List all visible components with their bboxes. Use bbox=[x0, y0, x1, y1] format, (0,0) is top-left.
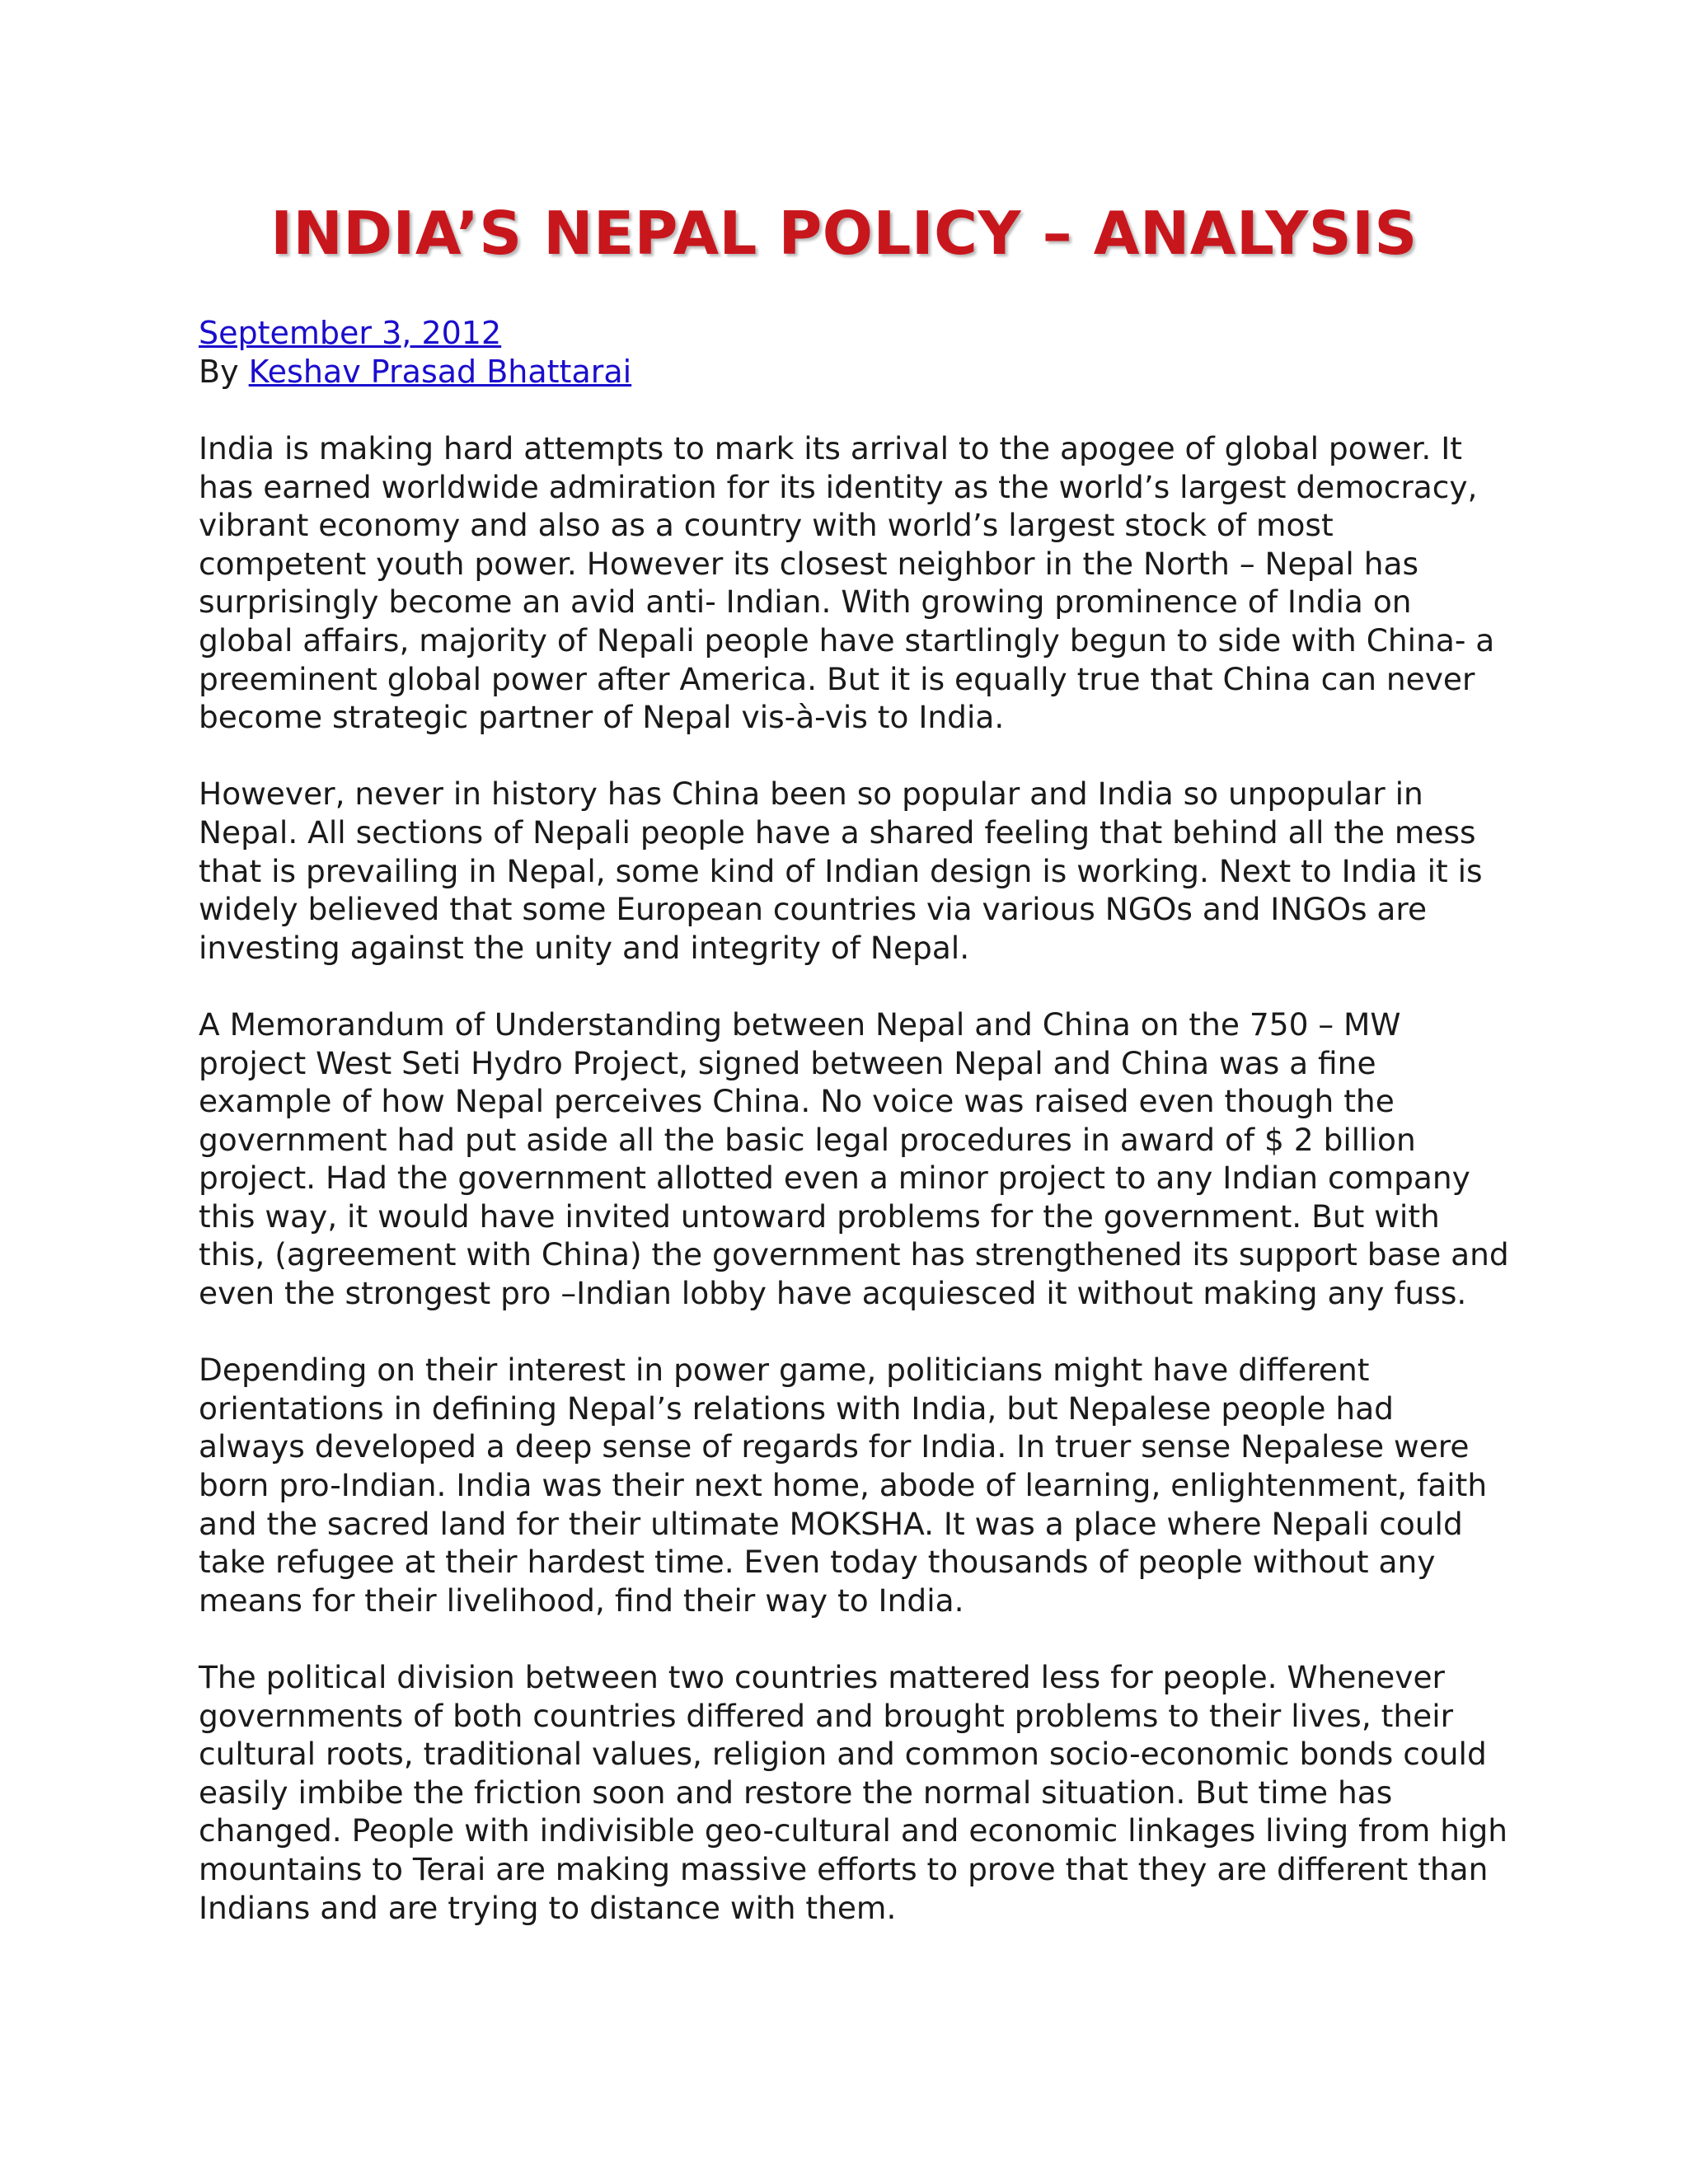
paragraph-3: A Memorandum of Understanding between Nepal and China on the 750 – MW project West Seti Hydro Project, signed between Nepal and China was a fine example of how Nepal perceives China. No voice was raised even though the government had put aside all the basic legal procedures in award of $ 2 billion project. Had the government allotted even a minor project to any Indian company this way, it would have invited untoward problems for the government. But with this, (agreement with China) the government has strengthened its support base and even the strongest pro –Indian lobby have acquiesced it without making any fuss. bbox=[199, 1005, 1509, 1312]
paragraph-4: Depending on their interest in power game, politicians might have different orientations in defining Nepal’s relations with India, but Nepalese people had always developed a deep sense of regards for India. In truer sense Nepalese were born pro-Indian. India was their next home, abode of learning, enlightenment, faith and the sacred land for their ultimate MOKSHA. It was a place where Nepali could take refugee at their hardest time. Even today thousands of people without any means for their livelihood, find their way to India. bbox=[199, 1352, 1488, 1619]
author-link[interactable]: Keshav Prasad Bhattarai bbox=[248, 354, 632, 390]
paragraph-1: India is making hard attempts to mark its arrival to the apogee of global power. It has earned worldwide admiration for its identity as the world’s largest democracy, vibrant economy and also as a country with world’s largest stock of most competent youth power. However its closest neighbor in the North – Nepal has surprisingly become an avid anti- Indian. With growing prominence of India on global affairs, majority of Nepali people have startlingly begun to side with China- a preeminent global power after America. But it is equally true that China can never become strategic partner of Nepal vis-à-vis to India. bbox=[199, 430, 1495, 736]
date-line bbox=[199, 314, 1493, 353]
byline bbox=[199, 353, 1493, 391]
byline-prefix: By bbox=[199, 354, 249, 390]
article-title: INDIA’S NEPAL POLICY – ANALYSIS bbox=[270, 199, 1418, 268]
paragraph-2: However, never in history has China been so popular and India so unpopular in Nepal. All sections of Nepali people have a shared feeling that behind all the mess that is prevailing in Nepal, some kind of Indian design is working. Next to India it is widely believed that some European countries via various NGOs and INGOs are investing against the unity and integrity of Nepal. bbox=[199, 776, 1483, 966]
article-body bbox=[199, 429, 1509, 1966]
date-link[interactable]: September 3, 2012 bbox=[199, 315, 502, 351]
paragraph-5: The political division between two countries mattered less for people. Whenever governments of both countries differed and brought problems to their lives, their cultural roots, traditional values, religion and common socio-economic bonds could easily imbibe the friction soon and restore the normal situation. But time has changed. People with indivisible geo-cultural and economic linkages living from high mountains to Terai are making massive efforts to prove that they are different than Indians and are trying to distance with them. bbox=[199, 1659, 1508, 1926]
article-meta bbox=[199, 314, 1493, 391]
